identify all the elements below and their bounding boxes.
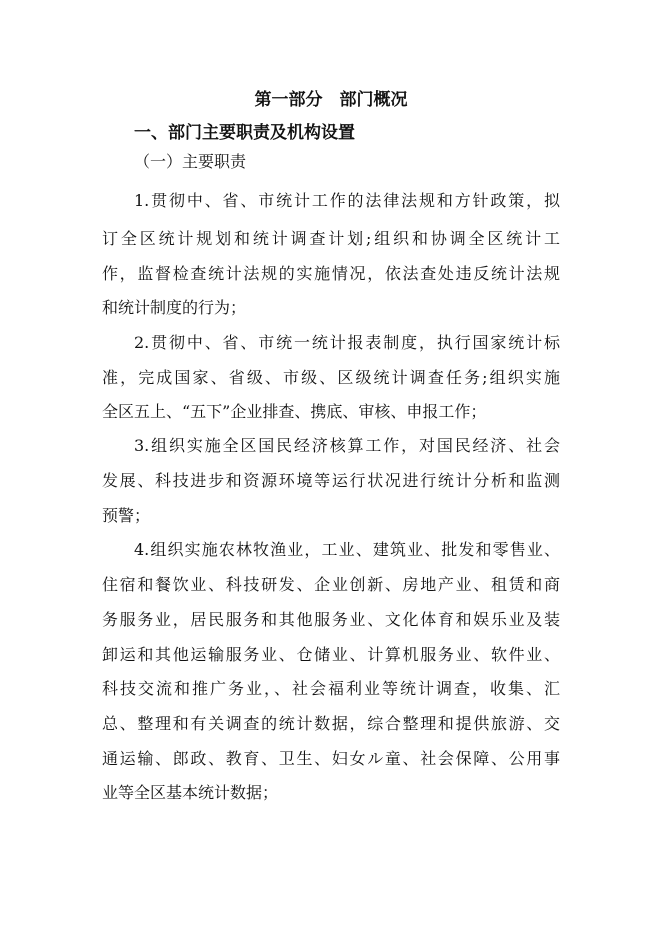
paragraph-line: 卸运和其他运输服务业、仓储业、计算机服务业、软件业、	[102, 645, 560, 664]
paragraph-line: 1.贯彻中、省、市统计工作的法律法规和方针政策，拟	[134, 191, 560, 210]
paragraph-line: 通运输、郎政、教育、卫生、妇女ル童、社会保障、公用事	[102, 749, 560, 768]
paragraph-line: 预警；	[102, 506, 151, 525]
paragraph-line: 住宿和餐饮业、科技研发、企业创新、房地产业、租赁和商	[102, 575, 560, 594]
section-heading: 一、部门主要职责及机构设置	[134, 123, 355, 143]
sub-heading: （一）主要职责	[134, 152, 247, 171]
paragraph-line: 总、整理和有关调查的统计数据，综合整理和提供旅游、交	[102, 714, 560, 733]
paragraph-line: 4.组织实施农林牧渔业，工业、建筑业、批发和零售业、	[134, 540, 560, 559]
paragraph-line: 业等全区基本统计数据；	[102, 783, 279, 802]
paragraph-line: 发展、科技进步和资源环境等运行状况进行统计分析和监测	[102, 471, 560, 490]
paragraph-line: 全区五上、“五下”企业排查、携底、审核、申报工作；	[102, 402, 487, 421]
paragraph-line: 准，完成国家、省级、市级、区级统计调查任务;组织实施	[102, 368, 560, 387]
part-title: 第一部分 部门概况	[254, 90, 408, 110]
paragraph-line: 2.贯彻中、省、市统一统计报表制度，执行国家统计标	[134, 333, 560, 352]
paragraph-line: 3.组织实施全区国民经济核算工作，对国民经济、社会	[134, 436, 560, 455]
paragraph-line: 作，监督检查统计法规的实施情况，依法查处违反统计法规	[102, 264, 560, 283]
paragraph-line: 科技交流和推广务业，、社会福利业等统计调查，收集、汇	[102, 679, 560, 698]
paragraph-line: 和统计制度的行为；	[102, 298, 247, 317]
paragraph-line: 务服务业，居民服务和其他服务业、文化体育和娱乐业及装	[102, 610, 560, 629]
paragraph-line: 订全区统计规划和统计调查计划;组织和协调全区统计工	[102, 229, 560, 248]
